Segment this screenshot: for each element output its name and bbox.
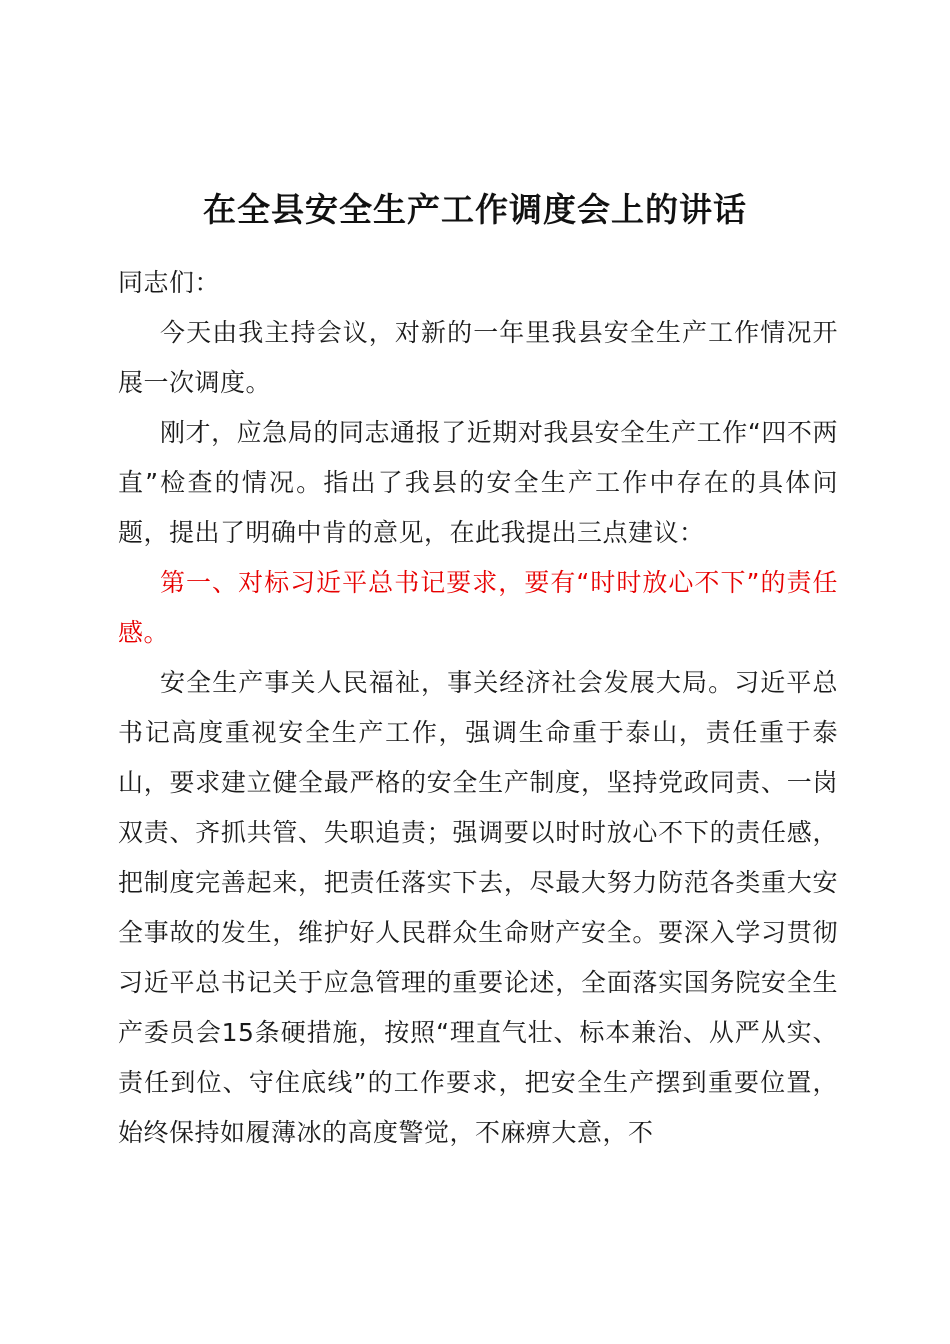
document-title: 在全县安全生产工作调度会上的讲话 [203,190,747,229]
paragraph-intro: 今天由我主持会议，对新的一年里我县安全生产工作情况开展一次调度。 [118,318,838,397]
document-body [118,258,838,1158]
section-heading-first: 第一、对标习近平总书记要求，要有“时时放心不下”的责任感。 [118,568,838,647]
salutation: 同志们： [118,268,221,297]
paragraph-safety: 安全生产事关人民福祉，事关经济社会发展大局。习近平总书记高度重视安全生产工作，强调生命重于泰山，责任重于泰山，要求建立健全最严格的安全生产制度，坚持党政同责、一岗双责、齐抓共管、失职追责；强调要以时时放心不下的责任感，把制度完善起来，把责任落实下去，尽最大努力防范各类重大安全事故的发生，维护好人民群众生命财产安全。要深入学习贯彻习近平总书记关于应急管理的重要论述，全面落实国务院安全生产委员会15条硬措施，按照“理直气壮、标本兼治、从严从实、责任到位、守住底线”的工作要求，把安全生产摆到重要位置，始终保持如履薄冰的高度警觉，不麻痹大意，不 [118,668,838,1147]
paragraph-report: 刚才，应急局的同志通报了近期对我县安全生产工作“四不两直”检查的情况。指出了我县的安全生产工作中存在的具体问题，提出了明确中肯的意见，在此我提出三点建议： [118,418,838,547]
